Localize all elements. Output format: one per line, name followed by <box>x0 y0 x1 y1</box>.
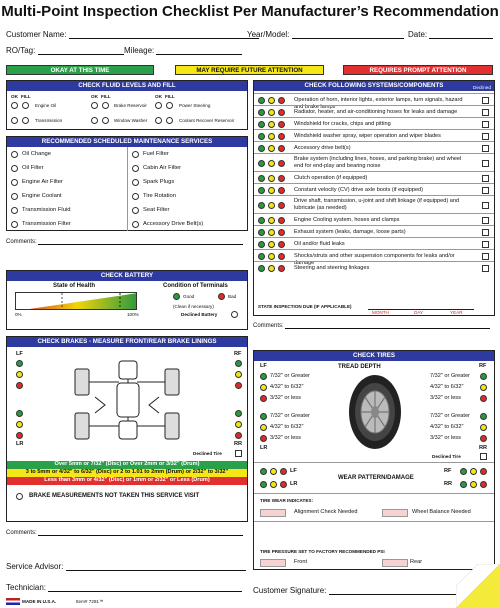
status-circle-red[interactable] <box>278 217 285 224</box>
chassis-diagram-icon <box>55 357 203 447</box>
service-item: Spark Plugs <box>143 179 175 185</box>
comments-field[interactable]: Comments: <box>6 530 243 536</box>
system-item-label: Oil and/or fluid leaks <box>294 241 345 247</box>
status-circle-yellow[interactable] <box>268 229 275 236</box>
checkbox-circle[interactable] <box>102 117 109 124</box>
system-item-label: Engine Cooling system, hoses and clamps <box>294 217 400 223</box>
declined-checkbox[interactable] <box>482 202 489 209</box>
status-circle-yellow[interactable] <box>268 187 275 194</box>
battery-section: CHECK BATTERY State of Health 0% 100% Condition of Terminals Good Bad (Clean if necessary) Declined Battery <box>6 270 248 330</box>
brake-lf-red[interactable] <box>16 382 23 389</box>
systems-header: CHECK FOLLOWING SYSTEMS/COMPONENTS <box>254 81 494 91</box>
service-item: Oil Filter <box>22 165 44 171</box>
checkbox-circle[interactable] <box>132 165 139 172</box>
service-item: Oil Change <box>22 151 52 157</box>
terminal-bad[interactable] <box>218 293 225 300</box>
system-row <box>254 171 494 183</box>
brake-rr-red[interactable] <box>235 432 242 439</box>
status-circle-green[interactable] <box>258 109 265 116</box>
declined-checkbox[interactable] <box>482 229 489 236</box>
status-circle-red[interactable] <box>278 121 285 128</box>
brake-rf-red[interactable] <box>235 382 242 389</box>
checkbox-circle[interactable] <box>132 151 139 158</box>
status-circle-yellow[interactable] <box>268 217 275 224</box>
maintenance-header: RECOMMENDED SCHEDULED MAINTENANCE SERVICES <box>7 137 247 147</box>
status-circle-green[interactable] <box>258 145 265 152</box>
status-circle-red[interactable] <box>278 187 285 194</box>
system-item-label: Constant velocity (CV) drive axle boots (if equipped) <box>294 187 424 193</box>
date-field[interactable]: Date: <box>408 30 493 39</box>
status-circle-green[interactable] <box>258 175 265 182</box>
service-item: Fuel Filter <box>143 151 169 157</box>
brake-rr-green[interactable] <box>235 410 242 417</box>
checkbox-circle[interactable] <box>11 102 18 109</box>
declined-checkbox[interactable] <box>482 145 489 152</box>
service-advisor-field[interactable]: Service Advisor: <box>6 562 246 571</box>
wear-lr-yellow[interactable] <box>270 481 277 488</box>
brake-lr-yellow[interactable] <box>16 421 23 428</box>
declined-checkbox[interactable] <box>482 187 489 194</box>
service-item: Tire Rotation <box>143 193 176 199</box>
wear-lf-yellow[interactable] <box>270 468 277 475</box>
legend-okay: OKAY AT THIS TIME <box>6 65 154 75</box>
tire-rf-green[interactable] <box>480 373 487 380</box>
system-row <box>254 195 494 213</box>
tire-lr-red[interactable] <box>260 435 267 442</box>
service-item: Transmission Fluid <box>22 207 71 213</box>
status-circle-red[interactable] <box>278 175 285 182</box>
mileage-field[interactable]: Mileage: <box>124 46 242 55</box>
checkbox-circle[interactable] <box>132 193 139 200</box>
checkbox-circle[interactable] <box>22 102 29 109</box>
fluid-item: Coolant Recover Reservoir <box>179 118 235 123</box>
status-circle-yellow[interactable] <box>268 109 275 116</box>
tire-lr-yellow[interactable] <box>260 424 267 431</box>
checkbox-circle[interactable] <box>91 102 98 109</box>
checkbox-circle[interactable] <box>132 221 139 228</box>
status-circle-green[interactable] <box>258 217 265 224</box>
system-item-label: Windshield for cracks, chips and pitting <box>294 121 391 127</box>
status-circle-yellow[interactable] <box>268 253 275 260</box>
system-item-label: Exhaust system (leaks, damage, loose parts) <box>294 229 406 235</box>
status-circle-yellow[interactable] <box>268 145 275 152</box>
wear-lr-red[interactable] <box>280 481 287 488</box>
service-item: Transmission Filter <box>22 221 71 227</box>
status-circle-green[interactable] <box>258 265 265 272</box>
status-circle-red[interactable] <box>278 202 285 209</box>
declined-checkbox[interactable] <box>482 133 489 140</box>
fluid-item: Power Steering <box>179 103 211 108</box>
tire-rf-red[interactable] <box>480 395 487 402</box>
declined-battery-checkbox[interactable] <box>231 311 238 318</box>
technician-field[interactable]: Technician: <box>6 583 242 592</box>
declined-checkbox[interactable] <box>482 241 489 248</box>
system-row <box>254 261 494 273</box>
checkbox-circle[interactable] <box>155 102 162 109</box>
status-circle-yellow[interactable] <box>268 133 275 140</box>
wear-rr-red[interactable] <box>480 481 487 488</box>
status-circle-red[interactable] <box>278 133 285 140</box>
fluid-item: Engine Oil <box>35 103 57 108</box>
declined-checkbox[interactable] <box>482 109 489 116</box>
checkbox-circle[interactable] <box>11 179 18 186</box>
tires-header: CHECK TIRES <box>254 351 494 361</box>
battery-health-bar <box>15 292 137 310</box>
wear-lf-green[interactable] <box>260 468 267 475</box>
terminal-good[interactable] <box>173 293 180 300</box>
declined-checkbox[interactable] <box>482 265 489 272</box>
balance-checkbox[interactable] <box>382 509 408 517</box>
status-circle-red[interactable] <box>278 265 285 272</box>
brake-rr-yellow[interactable] <box>235 421 242 428</box>
alignment-checkbox[interactable] <box>260 509 286 517</box>
wear-rr-yellow[interactable] <box>470 481 477 488</box>
system-row <box>254 117 494 129</box>
status-circle-green[interactable] <box>258 202 265 209</box>
system-item-label: Accessory drive belt(s) <box>294 145 351 151</box>
declined-tire-checkbox[interactable] <box>480 453 487 460</box>
service-item: Engine Coolant <box>22 193 62 199</box>
declined-checkbox[interactable] <box>482 121 489 128</box>
brakes-header: CHECK BRAKES - MEASURE FRONT/REAR BRAKE LININGS <box>7 337 247 347</box>
legend-prompt: REQUIRES PROMPT ATTENTION <box>343 65 493 75</box>
tire-lf-red[interactable] <box>260 395 267 402</box>
brakes-section: CHECK BRAKES - MEASURE FRONT/REAR BRAKE LININGS LF RF LR RR Declined Tire Over 5mm or 7/32" (Disc) or Over 2mm or 3/32" (Drum) 3 to 5mm or 4/32" to 6/32" (Disc) or 2 to 1.01 to 2mm (Drum) or 2/32" to 3/32" Less than 3mm or 4/32" (Disc) or 1mm or 2/32" or Less (Drum) BRAKE MEASUREMENTS NOT TAKEN THIS SERVICE VISIT <box>6 336 248 522</box>
checkbox-circle[interactable] <box>22 117 29 124</box>
status-circle-red[interactable] <box>278 97 285 104</box>
checkbox-circle[interactable] <box>11 193 18 200</box>
system-row <box>254 129 494 141</box>
service-item: Accessory Drive Belt(s) <box>143 221 204 227</box>
status-circle-green[interactable] <box>258 121 265 128</box>
comments-field[interactable]: Comments: <box>6 239 243 245</box>
wear-rr-green[interactable] <box>460 481 467 488</box>
status-circle-green[interactable] <box>258 97 265 104</box>
checkbox-circle[interactable] <box>132 179 139 186</box>
flag-icon <box>6 598 20 605</box>
status-circle-yellow[interactable] <box>268 265 275 272</box>
status-circle-yellow[interactable] <box>268 202 275 209</box>
tire-lf-yellow[interactable] <box>260 384 267 391</box>
status-circle-green[interactable] <box>258 160 265 167</box>
system-row <box>254 213 494 225</box>
checkbox-circle[interactable] <box>102 102 109 109</box>
status-circle-yellow[interactable] <box>268 160 275 167</box>
page-curl-icon <box>456 564 500 608</box>
checkbox-circle[interactable] <box>132 207 139 214</box>
status-circle-yellow[interactable] <box>268 97 275 104</box>
system-item-label: Radiator, heater, and air-conditioning hoses for leaks and damage <box>294 109 458 115</box>
tire-lf-green[interactable] <box>260 373 267 380</box>
comments-field[interactable]: Comments: <box>253 323 490 329</box>
fluids-header: CHECK FLUID LEVELS AND FILL <box>7 81 247 91</box>
wear-rf-yellow[interactable] <box>470 468 477 475</box>
band-red: Less than 3mm or 4/32" (Disc) or 1mm or 2/32" or Less (Drum) <box>7 477 247 485</box>
band-green: Over 5mm or 7/32" (Disc) or Over 2mm or 3/32" (Drum) <box>7 461 247 469</box>
system-row <box>254 153 494 171</box>
status-circle-green[interactable] <box>258 241 265 248</box>
declined-tire-checkbox[interactable] <box>235 450 242 457</box>
status-circle-green[interactable] <box>258 133 265 140</box>
checkbox-circle[interactable] <box>91 117 98 124</box>
system-row <box>254 105 494 117</box>
fluid-item: Brake Reservoir <box>114 103 147 108</box>
status-circle-red[interactable] <box>278 109 285 116</box>
service-item: Seat Filter <box>143 207 170 213</box>
fluid-item: Transmission <box>35 118 63 123</box>
system-item-label: Shocks/struts and other suspension components for leaks and/or damage <box>294 253 455 266</box>
rear-pressure-box[interactable] <box>382 559 408 567</box>
front-pressure-box[interactable] <box>260 559 286 567</box>
system-item-label: Clutch operation (if equipped) <box>294 175 368 181</box>
status-circle-yellow[interactable] <box>268 241 275 248</box>
tires-section: CHECK TIRES TREAD DEPTH LF RF 7/32" or Greater 4/32" to 6/32" 3/32" or less 7/32" or Greater 4/32" to 6/32" 3/32" or less 7/32" or Greater 4/32" to 6/32" 3/32" or less 7/32" or Greater 4/32" to 6/32" 3/32" or less LR RR Declined Tire LF LR WEAR PATTERN/DAMAGE RF RR TIRE WEAR INDICATES: Alignment Check Needed Wheel Balance Needed TIRE PRESSURE SET TO FACTORY RECOMMENDED PSI Front Rear <box>253 350 495 570</box>
tire-rr-yellow[interactable] <box>480 424 487 431</box>
wear-lr-green[interactable] <box>260 481 267 488</box>
status-circle-yellow[interactable] <box>268 175 275 182</box>
battery-gauge <box>16 293 137 310</box>
ro-tag-field[interactable]: RO/Tag: <box>6 46 124 55</box>
status-circle-red[interactable] <box>278 229 285 236</box>
system-row <box>254 141 494 153</box>
fluids-section: CHECK FLUID LEVELS AND FILL OK FILL OK FILL OK FILL Engine Oil Brake Reservoir Power Steering Transmission Window Washer Coolant Recover Reservoir <box>6 80 248 130</box>
brake-rf-yellow[interactable] <box>235 371 242 378</box>
checkbox-circle[interactable] <box>11 165 18 172</box>
checkbox-circle[interactable] <box>166 102 173 109</box>
declined-checkbox[interactable] <box>482 160 489 167</box>
tire-rr-green[interactable] <box>480 413 487 420</box>
system-item-label: Operation of horn, interior lights, exterior lamps, turn signals, hazard and brake lamps <box>294 97 463 110</box>
wear-rf-red[interactable] <box>480 468 487 475</box>
brake-lf-green[interactable] <box>16 360 23 367</box>
page-title: Multi-Point Inspection Checklist Per Manufacturer’s Recommendation <box>1 3 499 20</box>
checkbox-circle[interactable] <box>11 207 18 214</box>
wear-rf-green[interactable] <box>460 468 467 475</box>
declined-checkbox[interactable] <box>482 253 489 260</box>
system-row <box>254 93 494 110</box>
not-taken-checkbox[interactable] <box>16 493 23 500</box>
system-row <box>254 183 494 195</box>
checkbox-circle[interactable] <box>11 117 18 124</box>
wear-lf-red[interactable] <box>280 468 287 475</box>
system-item-label: Windshield washer spray, wiper operation and wiper blades <box>294 133 441 139</box>
tire-rf-yellow[interactable] <box>480 384 487 391</box>
tire-lr-green[interactable] <box>260 413 267 420</box>
customer-name-field[interactable]: Customer Name: <box>6 30 259 39</box>
checkbox-circle[interactable] <box>11 151 18 158</box>
status-circle-green[interactable] <box>258 187 265 194</box>
status-circle-green[interactable] <box>258 229 265 236</box>
customer-signature-field[interactable]: Customer Signature: <box>253 586 469 595</box>
maintenance-section <box>6 136 248 231</box>
systems-section: CHECK FOLLOWING SYSTEMS/COMPONENTS Declined Operation of horn, interior lights, exterior lamps, turn signals, hazard and brake lamps Radiator, heater, and air-conditioning hoses for leaks and damage Windshield for cracks, chips and pitting Windshield washer spray, wiper operation and wiper blades Accessory drive belt(s) Brake system (including lines, hoses, and parking brake) and wheel end for end-play and bearing noise Clutch operation (if equipped) Constant velocity (CV) drive axle boots (if equipped) Drive shaft, transmission, u-joint and shift linkage (if equipped) and lubricate (as needed) Engine Cooling system, hoses and clamps Exhaust system (leaks, damage, loose parts) Oil and/or fluid leaks Shocks/struts and other suspension components for leaks and/or damage Steering and steering linkages STATE INSPECTION DUE (IF APPLICABLE) MONTH DAY YEAR <box>253 80 495 316</box>
system-item-label: Brake system (including lines, hoses, and parking brake) and wheel end for end-play and bearing noise <box>294 156 462 169</box>
checkbox-circle[interactable] <box>166 117 173 124</box>
legend-future: MAY REQUIRE FUTURE ATTENTION <box>175 65 324 75</box>
system-row <box>254 225 494 237</box>
system-item-label: Drive shaft, transmission, u-joint and shift linkage (if equipped) and lubricate (as needed) <box>294 198 460 211</box>
brake-lf-yellow[interactable] <box>16 371 23 378</box>
battery-header: CHECK BATTERY <box>7 271 247 281</box>
year-model-field[interactable]: Year/Model: <box>247 30 404 39</box>
declined-checkbox[interactable] <box>482 217 489 224</box>
band-yellow: 3 to 5mm or 4/32" to 6/32" (Disc) or 2 to 1.01 to 2mm (Drum) or 2/32" to 3/32" <box>7 469 247 477</box>
declined-checkbox[interactable] <box>482 175 489 182</box>
fluid-item: Window Washer <box>114 118 148 123</box>
checkbox-circle[interactable] <box>155 117 162 124</box>
declined-checkbox[interactable] <box>482 97 489 104</box>
service-item: Cabin Air Filter <box>143 165 182 171</box>
status-circle-yellow[interactable] <box>268 121 275 128</box>
system-row <box>254 237 494 249</box>
brake-rf-green[interactable] <box>235 360 242 367</box>
service-item: Engine Air Filter <box>22 179 63 185</box>
tire-rr-red[interactable] <box>480 435 487 442</box>
tire-icon <box>347 373 403 451</box>
status-circle-red[interactable] <box>278 241 285 248</box>
status-circle-red[interactable] <box>278 145 285 152</box>
status-circle-red[interactable] <box>278 253 285 260</box>
brake-lr-red[interactable] <box>16 432 23 439</box>
system-item-label: Steering and steering linkages <box>294 265 370 271</box>
status-circle-red[interactable] <box>278 160 285 167</box>
checkbox-circle[interactable] <box>11 221 18 228</box>
system-row <box>254 249 494 266</box>
brake-lr-green[interactable] <box>16 410 23 417</box>
status-circle-green[interactable] <box>258 253 265 260</box>
